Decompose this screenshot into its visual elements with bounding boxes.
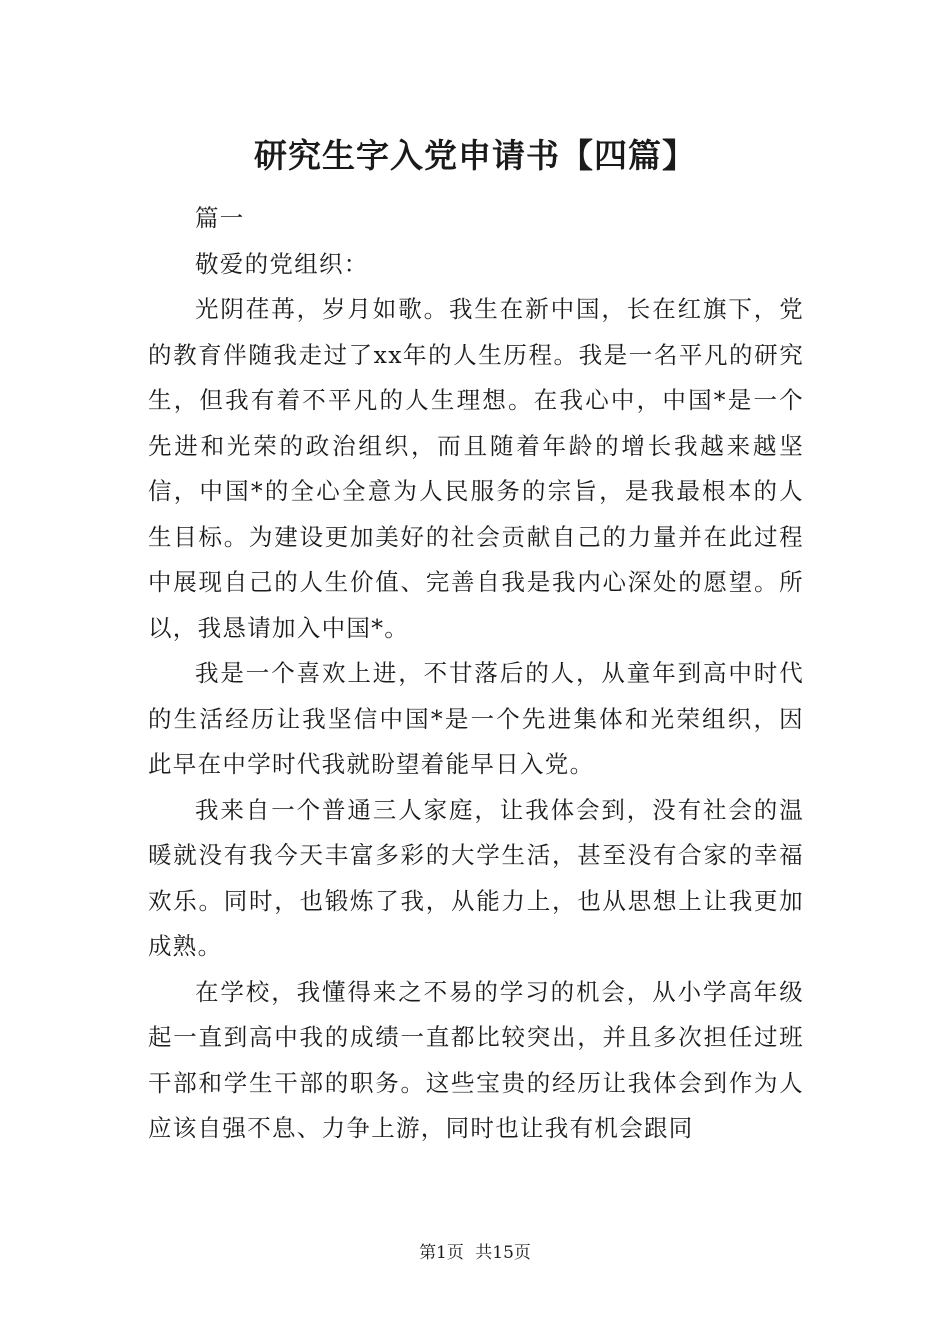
paragraph: 我来自一个普通三人家庭，让我体会到，没有社会的温暖就没有我今天丰富多彩的大学生活，甚至没有合家的幸福欢乐。同时，也锻炼了我，从能力上，也从思想上让我更加成熟。 [148,795,804,960]
paragraph: 在学校，我懂得来之不易的学习的机会，从小学高年级起一直到高中我的成绩一直都比较突出，并且多次担任过班干部和学生干部的职务。这些宝贵的经历让我体会到作为人应该自强不息、力争上游，同时也让我有机会跟同 [148,977,804,1142]
page-number: 第1页 [419,1243,464,1263]
page-footer [0,1240,950,1266]
paragraph: 光阴荏苒，岁月如歌。我生在新中国，长在红旗下，党的教育伴随我走过了xx年的人生历程。我是一名平凡的研究生，但我有着不平凡的人生理想。在我心中，中国*是一个先进和光荣的政治组织，而且随着年龄的增长我越来越坚信，中国*的全心全意为人民服务的宗旨，是我最根本的人生目标。为建设更加美好的社会贡献自己的力量并在此过程中展现自己的人生价值、完善自我是我内心深处的愿望。所以，我恳请加入中国*。 [148,295,804,642]
salutation: 敬爱的党组织： [195,249,369,278]
document-body [148,196,804,1152]
paragraph: 我是一个喜欢上进，不甘落后的人，从童年到高中时代的生活经历让我坚信中国*是一个先进集体和光荣组织，因此早在中学时代我就盼望着能早日入党。 [148,659,804,778]
section-heading: 篇一 [195,204,245,232]
document-title: 研究生字入党申请书【四篇】 [254,136,696,175]
page-total: 共15页 [475,1243,531,1263]
